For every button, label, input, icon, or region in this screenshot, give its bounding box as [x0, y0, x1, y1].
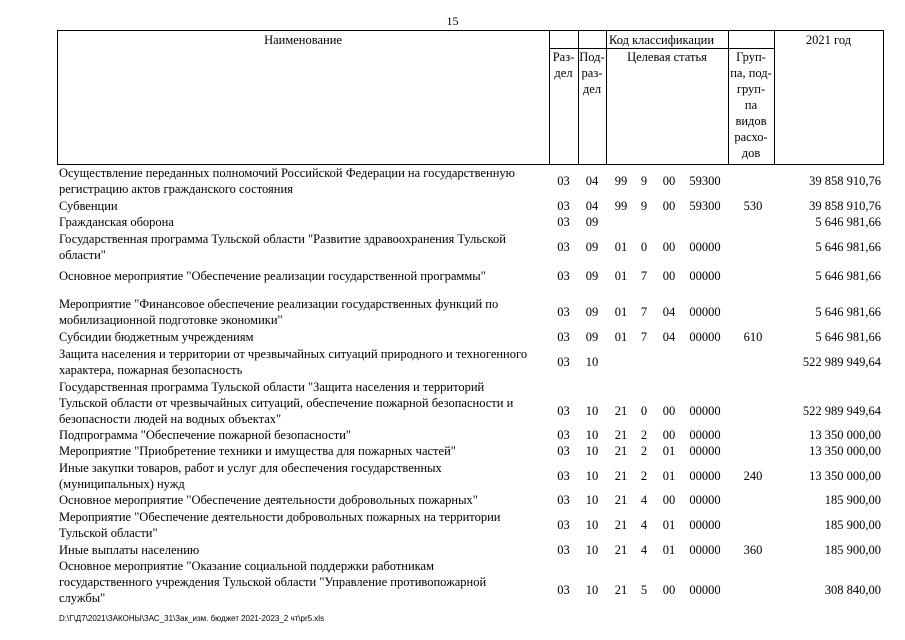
row-name: Мероприятие "Финансовое обеспечение реализации государственных функций по мобилизационной подготовке экономики"	[59, 297, 499, 327]
row-code-rz: 03	[557, 469, 570, 483]
row-code-rz: 03	[557, 305, 570, 319]
row-code-cs2: 2	[640, 469, 648, 483]
row-code-cs4: 00000	[689, 240, 721, 254]
table-row	[0, 542, 905, 558]
row-code-cs4: 00000	[689, 469, 721, 483]
row-code-cs3: 01	[662, 518, 676, 532]
row-code-cs2: 7	[640, 305, 648, 319]
table-row	[0, 214, 905, 230]
row-amount: 39 858 910,76	[809, 199, 881, 213]
row-amount: 5 646 981,66	[815, 269, 881, 283]
row-code-cs4: 00000	[689, 404, 721, 418]
row-name: Осуществление переданных полномочий Российской Федерации на государственную регистрацию актов гражданского состояния	[59, 166, 515, 196]
table-row	[0, 492, 905, 508]
row-code-cs3: 01	[662, 444, 676, 458]
row-code-pr: 09	[585, 269, 599, 283]
header-name: Наименование	[264, 33, 342, 47]
row-code-rz: 03	[557, 493, 570, 507]
row-code-rz: 03	[557, 355, 570, 369]
row-code-pr: 09	[585, 215, 599, 229]
header-razdel: Раз- дел	[552, 50, 575, 80]
file-path-footer: D:\Г\Д7\2021\ЗАКОНЫ\ЗАС_31\Зак_изм. бюджет 2021-2023_2 чт\pr5.xls	[59, 614, 325, 623]
row-code-rz: 03	[557, 330, 570, 344]
row-code-cs1: 21	[614, 444, 628, 458]
row-name: Основное мероприятие "Обеспечение деятельности добровольных пожарных"	[59, 493, 478, 507]
row-code-cs3: 01	[662, 543, 676, 557]
row-code-rz: 03	[557, 174, 570, 188]
row-code-cs1: 01	[614, 305, 628, 319]
row-code-rz: 03	[557, 404, 570, 418]
row-code-rz: 03	[557, 583, 570, 597]
row-amount: 185 900,00	[824, 518, 881, 532]
header-podrazdel: Под- раз- дел	[579, 50, 605, 96]
row-name: Основное мероприятие "Оказание социальной поддержки работникам государственного учреждения Тульской области "Управление противопожарной службы"	[59, 559, 487, 605]
row-code-cs1: 21	[614, 469, 628, 483]
row-code-pr: 10	[585, 444, 599, 458]
header-code-group: Код классификации	[608, 33, 715, 47]
row-code-cs2: 0	[640, 240, 648, 254]
row-code-cs1: 21	[614, 493, 628, 507]
row-code-pr: 04	[585, 174, 599, 188]
row-name: Субсидии бюджетным учреждениям	[59, 330, 254, 344]
row-code-cs1: 21	[614, 543, 628, 557]
row-name: Иные закупки товаров, работ и услуг для обеспечения государственных (муниципальных) нужд	[59, 461, 442, 491]
row-code-cs2: 0	[640, 404, 648, 418]
table-row	[0, 379, 905, 427]
header-vid: Груп- па, под- груп- па видов расхо- дов	[730, 50, 772, 160]
row-amount: 39 858 910,76	[809, 174, 881, 188]
row-code-cs3: 01	[662, 469, 676, 483]
row-code-vr: 360	[743, 543, 763, 557]
row-code-vr: 610	[743, 330, 763, 344]
table-row	[0, 268, 905, 284]
row-amount: 13 350 000,00	[809, 469, 881, 483]
row-code-cs2: 7	[640, 269, 648, 283]
table-row	[0, 443, 905, 459]
row-amount: 522 989 949,64	[802, 404, 881, 418]
row-amount: 5 646 981,66	[815, 240, 881, 254]
row-code-rz: 03	[557, 543, 570, 557]
row-code-pr: 10	[585, 404, 599, 418]
row-code-cs2: 2	[640, 444, 648, 458]
table-header	[57, 30, 884, 165]
row-code-vr: 530	[743, 199, 763, 213]
row-amount: 5 646 981,66	[815, 330, 881, 344]
row-code-cs2: 5	[640, 583, 648, 597]
row-code-cs3: 00	[662, 493, 676, 507]
row-code-rz: 03	[557, 215, 570, 229]
row-amount: 5 646 981,66	[815, 305, 881, 319]
row-code-cs4: 00000	[689, 493, 721, 507]
page-number: 15	[446, 14, 459, 28]
row-code-cs4: 00000	[689, 583, 721, 597]
row-code-pr: 10	[585, 355, 599, 369]
row-code-rz: 03	[557, 240, 570, 254]
row-code-pr: 09	[585, 305, 599, 319]
row-code-cs2: 9	[640, 199, 648, 213]
row-code-pr: 04	[585, 199, 599, 213]
row-code-pr: 10	[585, 583, 599, 597]
table-row	[0, 427, 905, 443]
row-amount: 522 989 949,64	[802, 355, 881, 369]
row-name: Иные выплаты населению	[59, 543, 200, 557]
row-code-pr: 09	[585, 240, 599, 254]
row-code-cs1: 21	[614, 428, 628, 442]
row-code-cs2: 9	[640, 174, 648, 188]
row-code-cs3: 04	[662, 330, 676, 344]
table-row	[0, 460, 905, 492]
row-code-vr: 240	[743, 469, 763, 483]
row-code-cs3: 00	[662, 404, 676, 418]
row-amount: 5 646 981,66	[815, 215, 881, 229]
row-code-cs4: 00000	[689, 428, 721, 442]
row-code-cs3: 00	[662, 583, 676, 597]
row-name: Гражданская оборона	[59, 215, 174, 229]
row-code-cs1: 21	[614, 518, 628, 532]
table-row	[0, 231, 905, 263]
row-code-cs2: 4	[640, 493, 648, 507]
row-amount: 185 900,00	[824, 493, 881, 507]
row-amount: 185 900,00	[824, 543, 881, 557]
row-code-cs4: 59300	[689, 174, 721, 188]
row-name: Мероприятие "Обеспечение деятельности добровольных пожарных на территории Тульской области"	[59, 510, 501, 540]
row-code-cs4: 00000	[689, 518, 721, 532]
row-code-pr: 10	[585, 543, 599, 557]
row-amount: 13 350 000,00	[809, 444, 881, 458]
row-code-pr: 10	[585, 518, 599, 532]
row-code-cs4: 00000	[689, 305, 721, 319]
row-name: Защита населения и территории от чрезвычайных ситуаций природного и техногенного характера, пожарная безопасность	[59, 347, 528, 377]
row-code-cs1: 01	[614, 240, 628, 254]
row-code-cs2: 4	[640, 543, 648, 557]
header-target: Целевая статья	[627, 50, 707, 64]
row-code-pr: 10	[585, 428, 599, 442]
row-name: Мероприятие "Приобретение техники и имущества для пожарных частей"	[59, 444, 456, 458]
row-code-pr: 10	[585, 493, 599, 507]
row-amount: 13 350 000,00	[809, 428, 881, 442]
row-code-cs1: 01	[614, 269, 628, 283]
table-row	[0, 558, 905, 606]
row-code-cs3: 00	[662, 428, 676, 442]
table-row	[0, 329, 905, 345]
row-code-cs1: 99	[614, 199, 628, 213]
row-name: Субвенции	[59, 199, 118, 213]
row-code-cs3: 04	[662, 305, 676, 319]
row-code-cs4: 00000	[689, 543, 721, 557]
table-row	[0, 296, 905, 328]
row-name: Подпрограмма "Обеспечение пожарной безопасности"	[59, 428, 352, 442]
row-code-cs3: 00	[662, 269, 676, 283]
row-name: Государственная программа Тульской области "Защита населения и территорий Тульской области от чрезвычайных ситуаций, обеспечение пожарной безопасности и безопасности людей на водных объектах"	[59, 380, 514, 426]
row-code-cs2: 4	[640, 518, 648, 532]
table-row	[0, 509, 905, 541]
table-row	[0, 346, 905, 378]
row-code-cs3: 00	[662, 199, 676, 213]
row-code-cs1: 01	[614, 330, 628, 344]
row-code-rz: 03	[557, 269, 570, 283]
row-code-cs2: 2	[640, 428, 648, 442]
row-code-pr: 10	[585, 469, 599, 483]
row-code-cs3: 00	[662, 174, 676, 188]
row-code-rz: 03	[557, 518, 570, 532]
table-row	[0, 198, 905, 214]
row-code-rz: 03	[557, 444, 570, 458]
row-code-cs4: 00000	[689, 269, 721, 283]
row-code-cs4: 59300	[689, 199, 721, 213]
row-code-pr: 09	[585, 330, 599, 344]
row-code-rz: 03	[557, 428, 570, 442]
table-row	[0, 165, 905, 197]
row-code-cs4: 00000	[689, 330, 721, 344]
row-code-rz: 03	[557, 199, 570, 213]
row-amount: 308 840,00	[824, 583, 881, 597]
row-code-cs3: 00	[662, 240, 676, 254]
header-year: 2021 год	[805, 33, 852, 47]
row-code-cs1: 21	[614, 404, 628, 418]
row-name: Государственная программа Тульской области "Развитие здравоохранения Тульской области"	[59, 232, 506, 262]
row-code-cs1: 21	[614, 583, 628, 597]
row-code-cs2: 7	[640, 330, 648, 344]
row-code-cs1: 99	[614, 174, 628, 188]
row-name: Основное мероприятие "Обеспечение реализации государственной программы"	[59, 269, 486, 283]
row-code-cs4: 00000	[689, 444, 721, 458]
